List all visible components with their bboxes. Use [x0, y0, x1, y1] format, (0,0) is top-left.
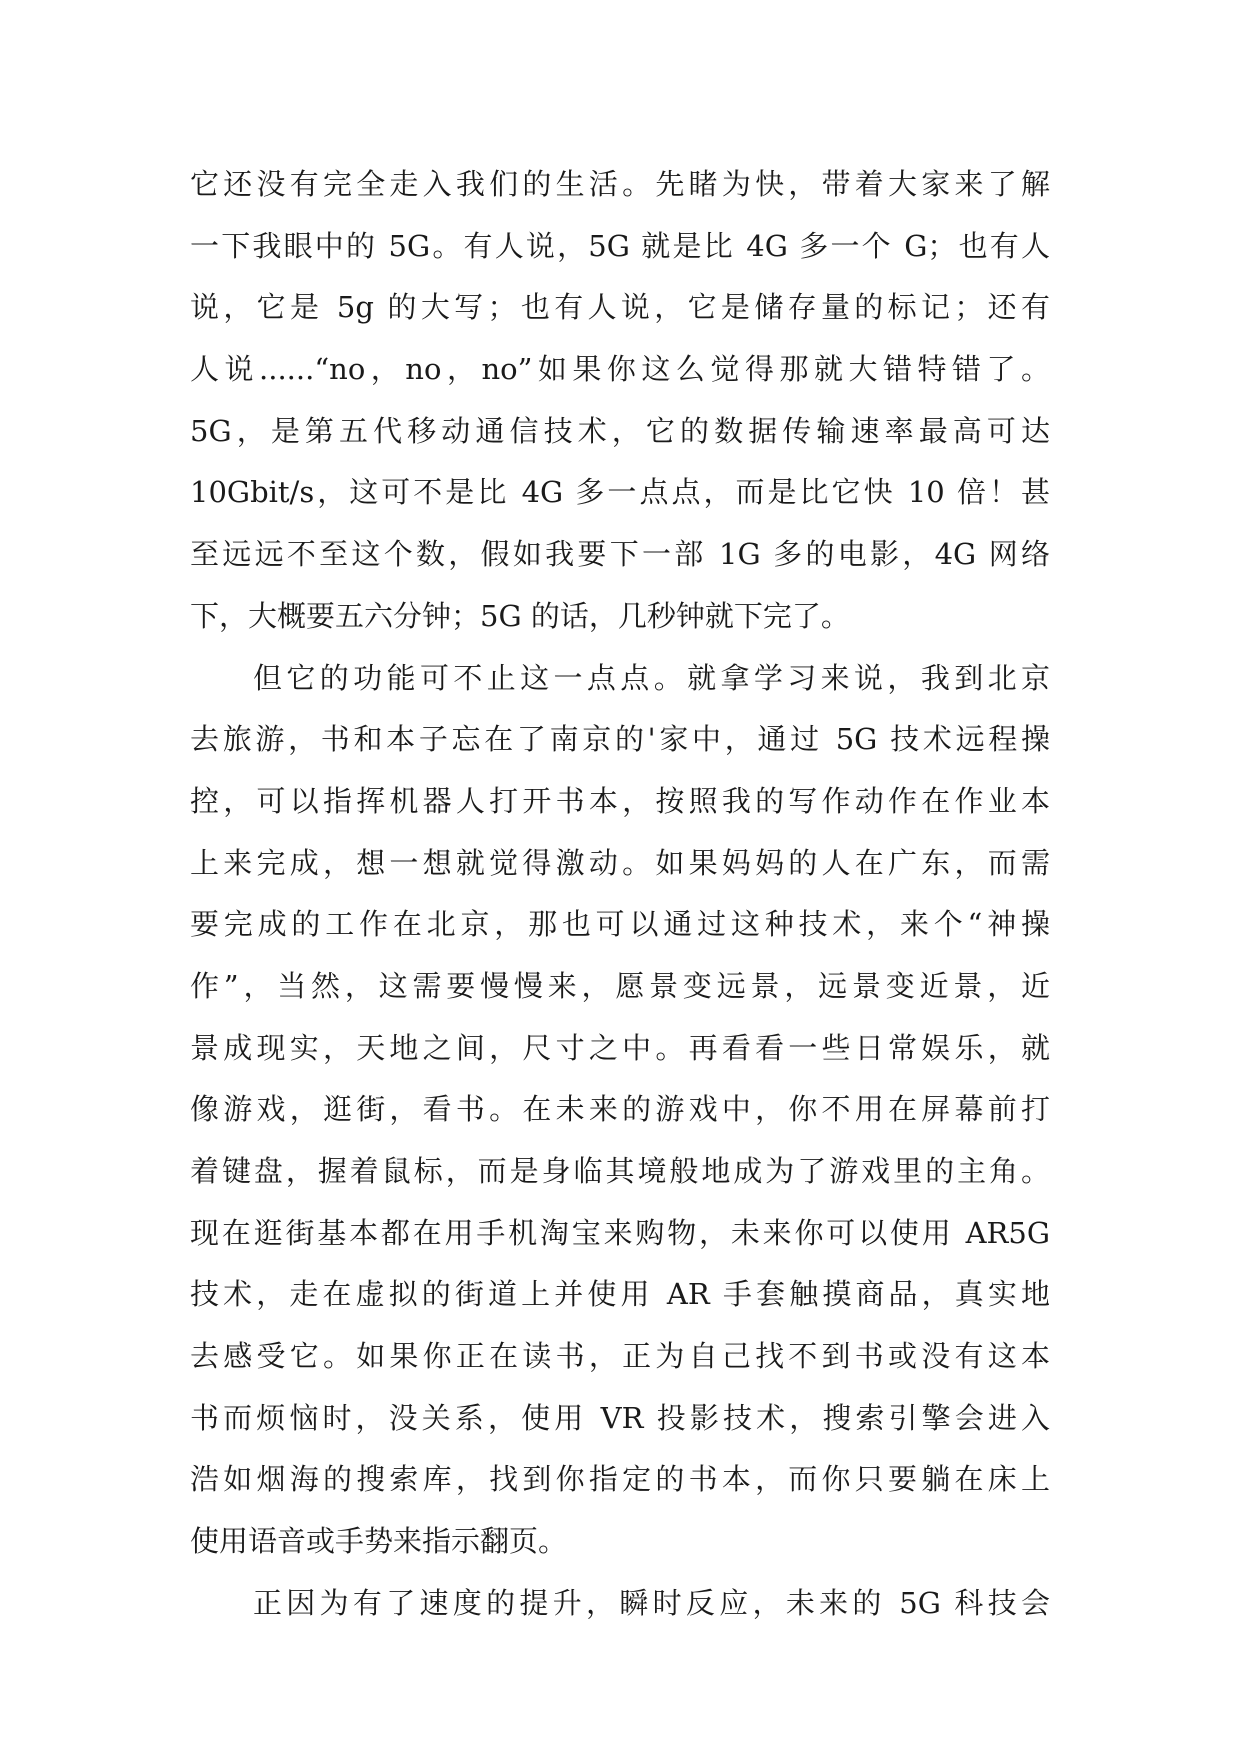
text-line: 技术，走在虚拟的街道上并使用 AR 手套触摸商品，真实地 [190, 1277, 1050, 1312]
paragraph-start-line: 正因为有了速度的提升，瞬时反应，未来的 5G 科技会 [253, 1585, 1050, 1620]
text-line: 像游戏，逛街，看书。在未来的游戏中，你不用在屏幕前打 [190, 1092, 1050, 1127]
text-line: 使用语音或手势来指示翻页。 [190, 1524, 568, 1559]
text-line: 要完成的工作在北京，那也可以通过这种技术，来个“神操 [190, 907, 1050, 942]
text-line: 一下我眼中的 5G。有人说，5G 就是比 4G 多一个 G；也有人 [190, 228, 1050, 263]
text-line: 5G，是第五代移动通信技术，它的数据传输速率最高可达 [190, 413, 1050, 448]
paragraph-start-line: 但它的功能可不止这一点点。就拿学习来说，我到北京 [253, 660, 1050, 695]
text-line: 浩如烟海的搜索库，找到你指定的书本，而你只要躺在床上 [190, 1462, 1050, 1497]
text-line: 说，它是 5g 的大写；也有人说，它是储存量的标记；还有 [190, 290, 1050, 325]
text-line: 作”，当然，这需要慢慢来，愿景变远景，远景变近景，近 [190, 968, 1050, 1003]
text-line: 景成现实，天地之间，尺寸之中。再看看一些日常娱乐，就 [190, 1030, 1050, 1065]
text-line: 10Gbit/s，这可不是比 4G 多一点点，而是比它快 10 倍！甚 [190, 475, 1050, 510]
document-body [190, 154, 1050, 1635]
text-line: 至远远不至这个数，假如我要下一部 1G 多的电影，4G 网络 [190, 537, 1050, 572]
text-line: 书而烦恼时，没关系，使用 VR 投影技术，搜索引擎会进入 [190, 1400, 1050, 1435]
text-line: 人说......“no，no，no”如果你这么觉得那就大错特错了。 [190, 352, 1050, 387]
text-line: 上来完成，想一想就觉得激动。如果妈妈的人在广东，而需 [190, 845, 1050, 880]
text-line: 下，大概要五六分钟；5G 的话，几秒钟就下完了。 [190, 598, 850, 633]
text-line: 着键盘，握着鼠标，而是身临其境般地成为了游戏里的主角。 [190, 1154, 1050, 1188]
text-line: 它还没有完全走入我们的生活。先睹为快，带着大家来了解 [190, 167, 1050, 201]
text-line: 控，可以指挥机器人打开书本，按照我的写作动作在作业本 [190, 783, 1050, 818]
text-line: 去感受它。如果你正在读书，正为自己找不到书或没有这本 [190, 1339, 1050, 1374]
text-line: 现在逛街基本都在用手机淘宝来购物，未来你可以使用 AR5G [190, 1215, 1050, 1250]
text-line: 去旅游，书和本子忘在了南京的'家中，通过 5G 技术远程操 [190, 722, 1050, 757]
